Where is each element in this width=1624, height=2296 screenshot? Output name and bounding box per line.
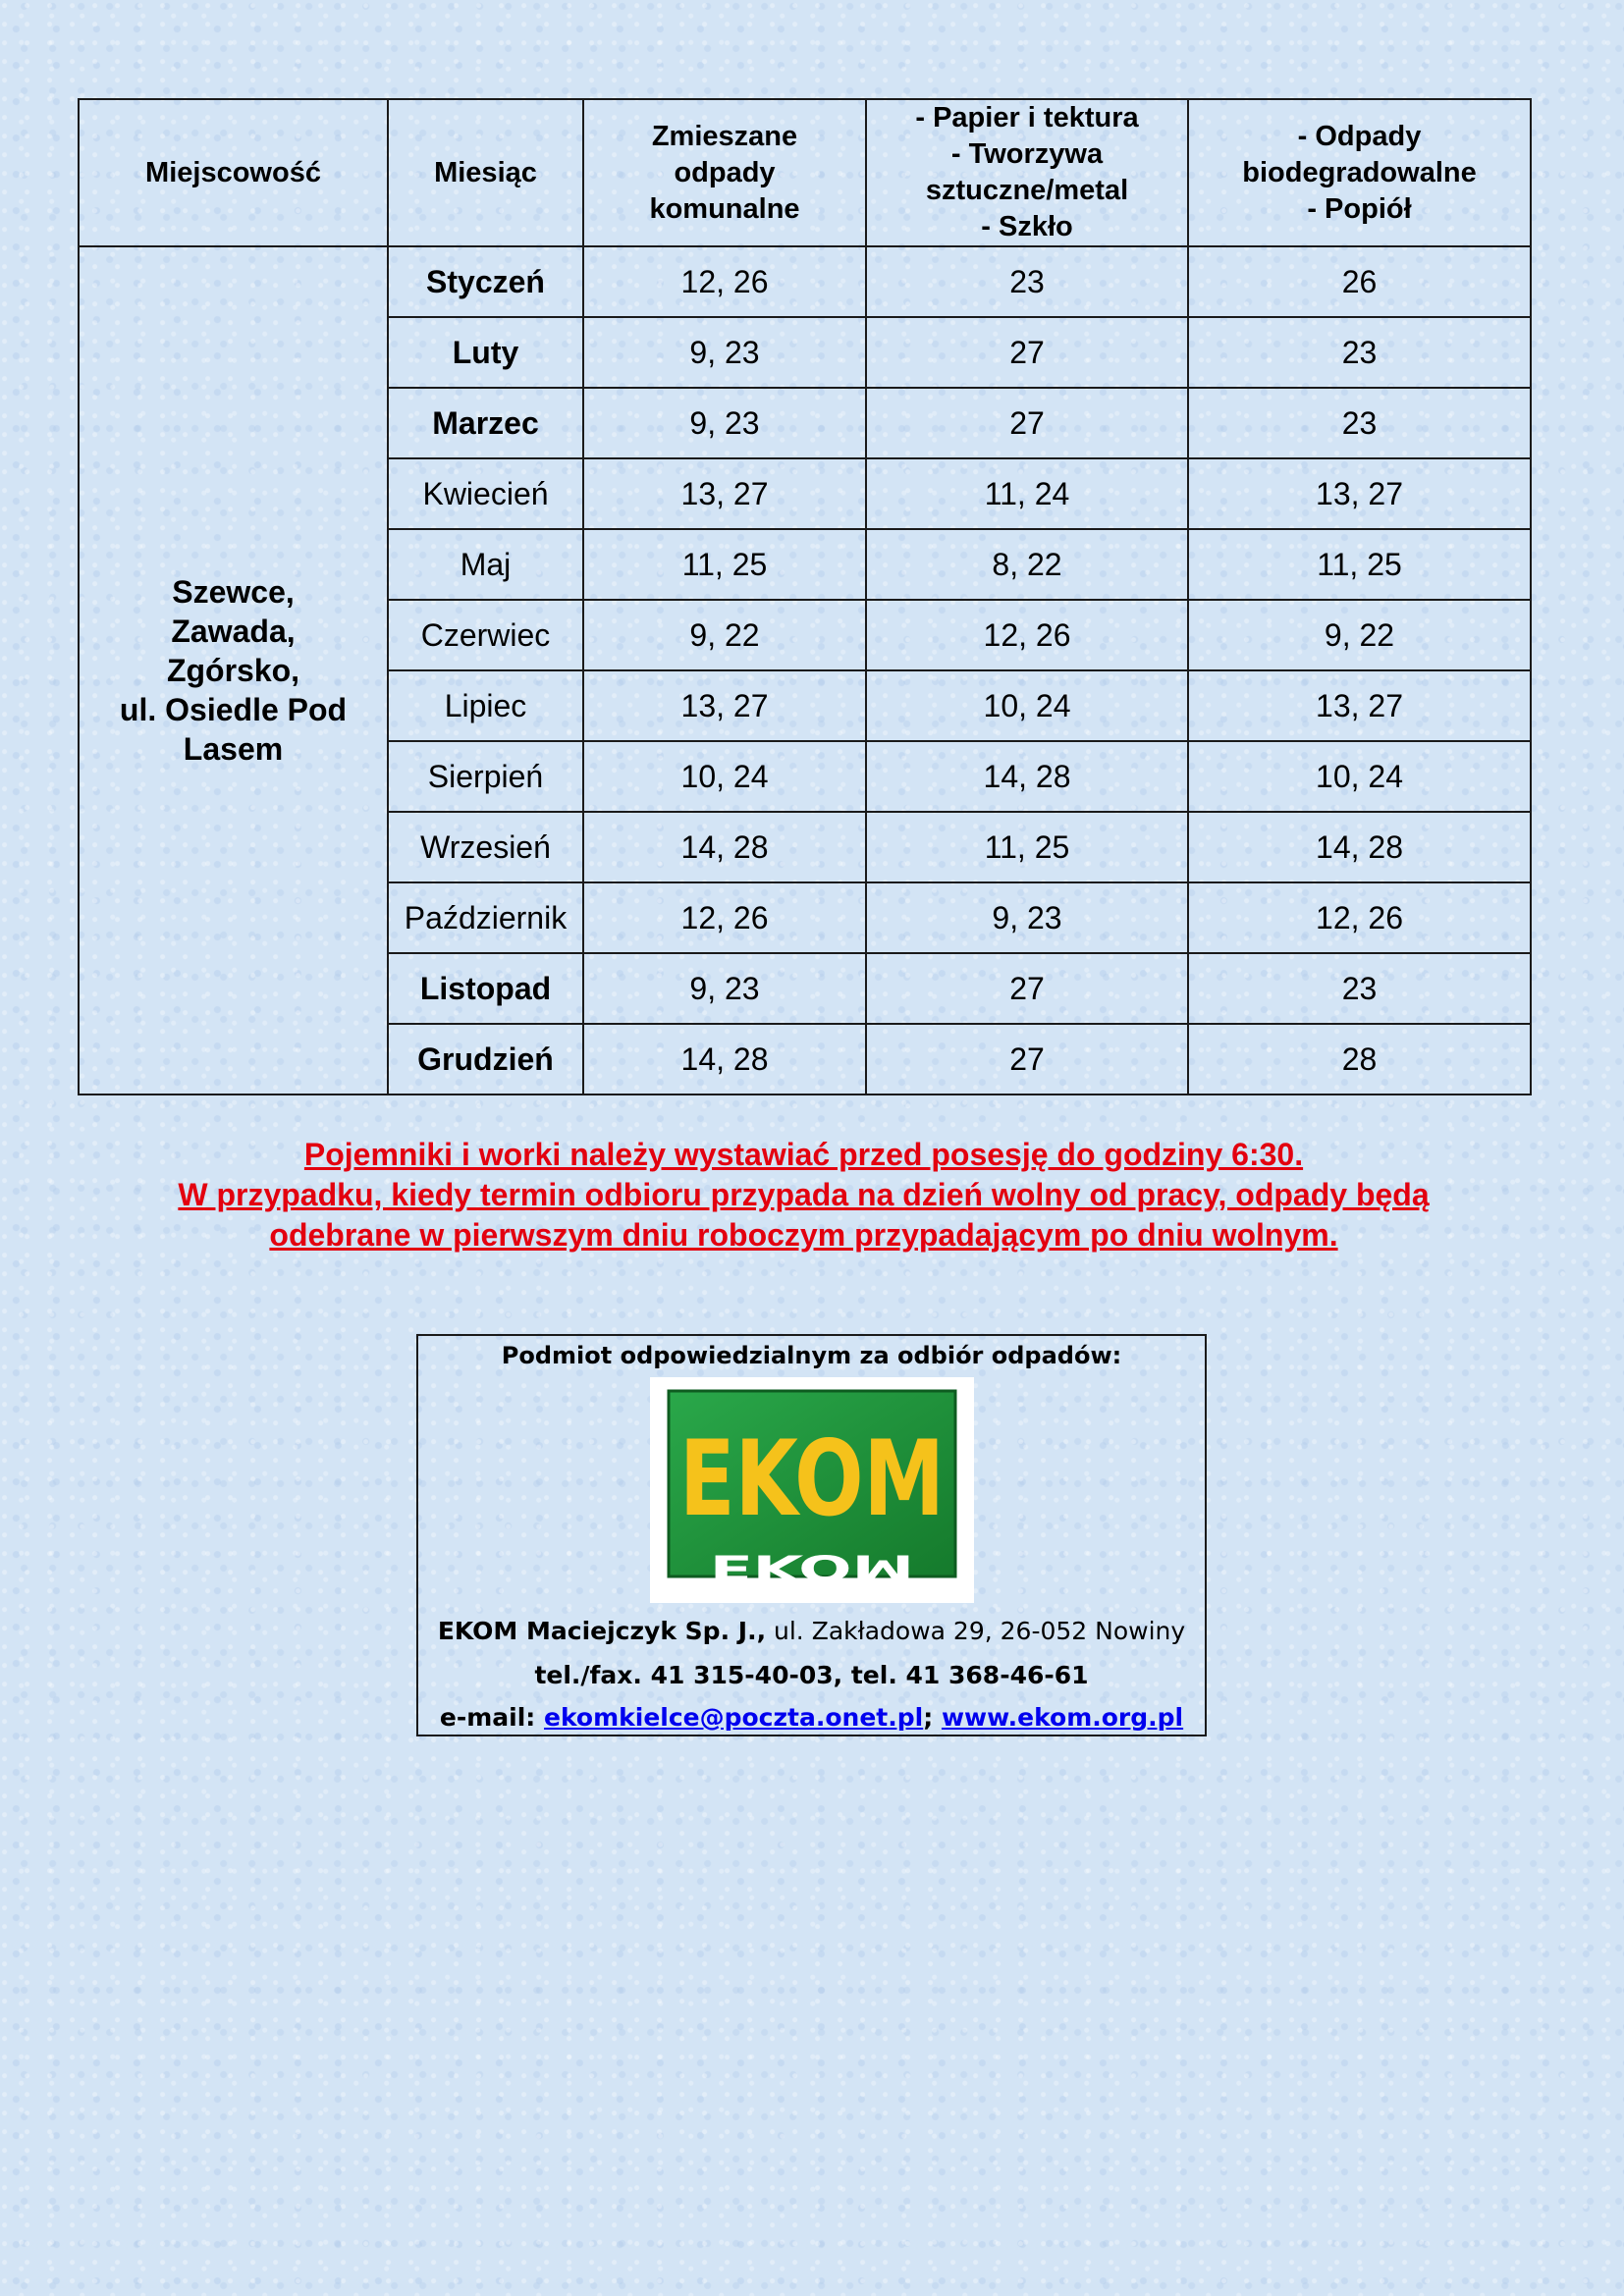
website-link[interactable]: www.ekom.org.pl bbox=[941, 1703, 1184, 1732]
header-line: - Papier i tektura bbox=[915, 102, 1139, 133]
paper-plastic-glass-cell: 27 bbox=[866, 1024, 1188, 1095]
town-line: Lasem bbox=[183, 731, 284, 767]
contact-box bbox=[416, 1334, 1207, 1736]
month-cell: Styczeń bbox=[388, 246, 583, 317]
paper-plastic-glass-cell: 14, 28 bbox=[866, 741, 1188, 812]
header-mixed-waste bbox=[583, 99, 866, 246]
mixed-waste-cell: 9, 23 bbox=[583, 388, 866, 458]
bio-ash-cell: 23 bbox=[1188, 388, 1531, 458]
bio-ash-cell: 23 bbox=[1188, 953, 1531, 1024]
table-row bbox=[79, 246, 1531, 317]
paper-plastic-glass-cell: 27 bbox=[866, 388, 1188, 458]
company-address: ul. Zakładowa 29, 26-052 Nowiny bbox=[774, 1617, 1186, 1645]
mixed-waste-cell: 13, 27 bbox=[583, 670, 866, 741]
header-bio-ash bbox=[1188, 99, 1531, 246]
mixed-waste-cell: 12, 26 bbox=[583, 246, 866, 317]
phone-line: tel./fax. 41 315-40-03, tel. 41 368-46-61 bbox=[534, 1661, 1089, 1689]
bio-ash-cell: 9, 22 bbox=[1188, 600, 1531, 670]
mixed-waste-cell: 10, 24 bbox=[583, 741, 866, 812]
month-cell: Lipiec bbox=[388, 670, 583, 741]
email-link[interactable]: ekomkielce@poczta.onet.pl bbox=[543, 1703, 924, 1732]
bio-ash-cell: 12, 26 bbox=[1188, 882, 1531, 953]
town-line: ul. Osiedle Pod bbox=[119, 692, 348, 727]
header-line: - Popiół bbox=[1307, 192, 1412, 225]
header-line: komunalne bbox=[649, 192, 800, 225]
ekom-logo-graphic bbox=[650, 1377, 974, 1603]
header-line: - Szkło bbox=[981, 211, 1073, 242]
header-month bbox=[388, 99, 583, 246]
email-label: e-mail: bbox=[439, 1703, 536, 1732]
company-line bbox=[418, 1617, 1205, 1645]
mixed-waste-cell: 14, 28 bbox=[583, 1024, 866, 1095]
month-cell: Grudzień bbox=[388, 1024, 583, 1095]
bio-ash-cell: 14, 28 bbox=[1188, 812, 1531, 882]
table-header-row bbox=[79, 99, 1531, 246]
paper-plastic-glass-cell: 27 bbox=[866, 953, 1188, 1024]
month-cell: Listopad bbox=[388, 953, 583, 1024]
header-line: Miejscowość bbox=[145, 156, 321, 188]
paper-plastic-glass-cell: 10, 24 bbox=[866, 670, 1188, 741]
month-cell: Luty bbox=[388, 317, 583, 388]
header-line: biodegradowalne bbox=[1242, 156, 1477, 188]
header-town bbox=[79, 99, 388, 246]
paper-plastic-glass-cell: 11, 25 bbox=[866, 812, 1188, 882]
logo-wordmark: EKOM bbox=[679, 1418, 945, 1539]
mixed-waste-cell: 11, 25 bbox=[583, 529, 866, 600]
paper-plastic-glass-cell: 11, 24 bbox=[866, 458, 1188, 529]
month-cell: Maj bbox=[388, 529, 583, 600]
month-cell: Czerwiec bbox=[388, 600, 583, 670]
company-name: EKOM Maciejczyk Sp. J., bbox=[437, 1617, 767, 1645]
header-paper-plastic-glass bbox=[866, 99, 1188, 246]
paper-plastic-glass-cell: 27 bbox=[866, 317, 1188, 388]
town-line: Szewce, bbox=[172, 574, 295, 610]
header-line: sztuczne/metal bbox=[925, 175, 1129, 206]
notice-line: odebrane w pierwszym dniu roboczym przypadającym po dniu wolnym. bbox=[269, 1217, 1338, 1253]
mixed-waste-cell: 9, 22 bbox=[583, 600, 866, 670]
month-cell: Sierpień bbox=[388, 741, 583, 812]
month-cell: Kwiecień bbox=[388, 458, 583, 529]
mixed-waste-cell: 13, 27 bbox=[583, 458, 866, 529]
month-cell: Marzec bbox=[388, 388, 583, 458]
bio-ash-cell: 13, 27 bbox=[1188, 458, 1531, 529]
collection-schedule-table bbox=[78, 98, 1532, 1095]
header-line: - Odpady bbox=[1297, 120, 1422, 152]
month-cell: Wrzesień bbox=[388, 812, 583, 882]
month-cell: Październik bbox=[388, 882, 583, 953]
header-line: Miesiąc bbox=[434, 156, 537, 188]
mixed-waste-cell: 9, 23 bbox=[583, 317, 866, 388]
bio-ash-cell: 13, 27 bbox=[1188, 670, 1531, 741]
logo-reflection: EKOM bbox=[709, 1546, 915, 1587]
collection-notice bbox=[78, 1135, 1530, 1255]
notice-line: Pojemniki i worki należy wystawiać przed posesję do godziny 6:30. bbox=[303, 1137, 1304, 1172]
contact-title: Podmiot odpowiedzialnym za odbiór odpadów: bbox=[501, 1342, 1122, 1369]
mixed-waste-cell: 14, 28 bbox=[583, 812, 866, 882]
bio-ash-cell: 26 bbox=[1188, 246, 1531, 317]
paper-plastic-glass-cell: 23 bbox=[866, 246, 1188, 317]
email-line bbox=[418, 1703, 1205, 1732]
town-line: Zawada, bbox=[171, 614, 296, 649]
bio-ash-cell: 28 bbox=[1188, 1024, 1531, 1095]
notice-line: W przypadku, kiedy termin odbioru przypada na dzień wolny od pracy, odpady będą bbox=[178, 1177, 1430, 1212]
header-line: Zmieszane bbox=[651, 120, 798, 152]
bio-ash-cell: 10, 24 bbox=[1188, 741, 1531, 812]
bio-ash-cell: 23 bbox=[1188, 317, 1531, 388]
mixed-waste-cell: 12, 26 bbox=[583, 882, 866, 953]
paper-plastic-glass-cell: 9, 23 bbox=[866, 882, 1188, 953]
link-separator: ; bbox=[923, 1703, 934, 1732]
bio-ash-cell: 11, 25 bbox=[1188, 529, 1531, 600]
ekom-logo bbox=[650, 1377, 974, 1603]
town-cell bbox=[79, 246, 388, 1095]
header-line: odpady bbox=[674, 156, 776, 188]
mixed-waste-cell: 9, 23 bbox=[583, 953, 866, 1024]
paper-plastic-glass-cell: 8, 22 bbox=[866, 529, 1188, 600]
header-line: - Tworzywa bbox=[950, 138, 1104, 170]
paper-plastic-glass-cell: 12, 26 bbox=[866, 600, 1188, 670]
town-line: Zgórsko, bbox=[166, 653, 300, 688]
